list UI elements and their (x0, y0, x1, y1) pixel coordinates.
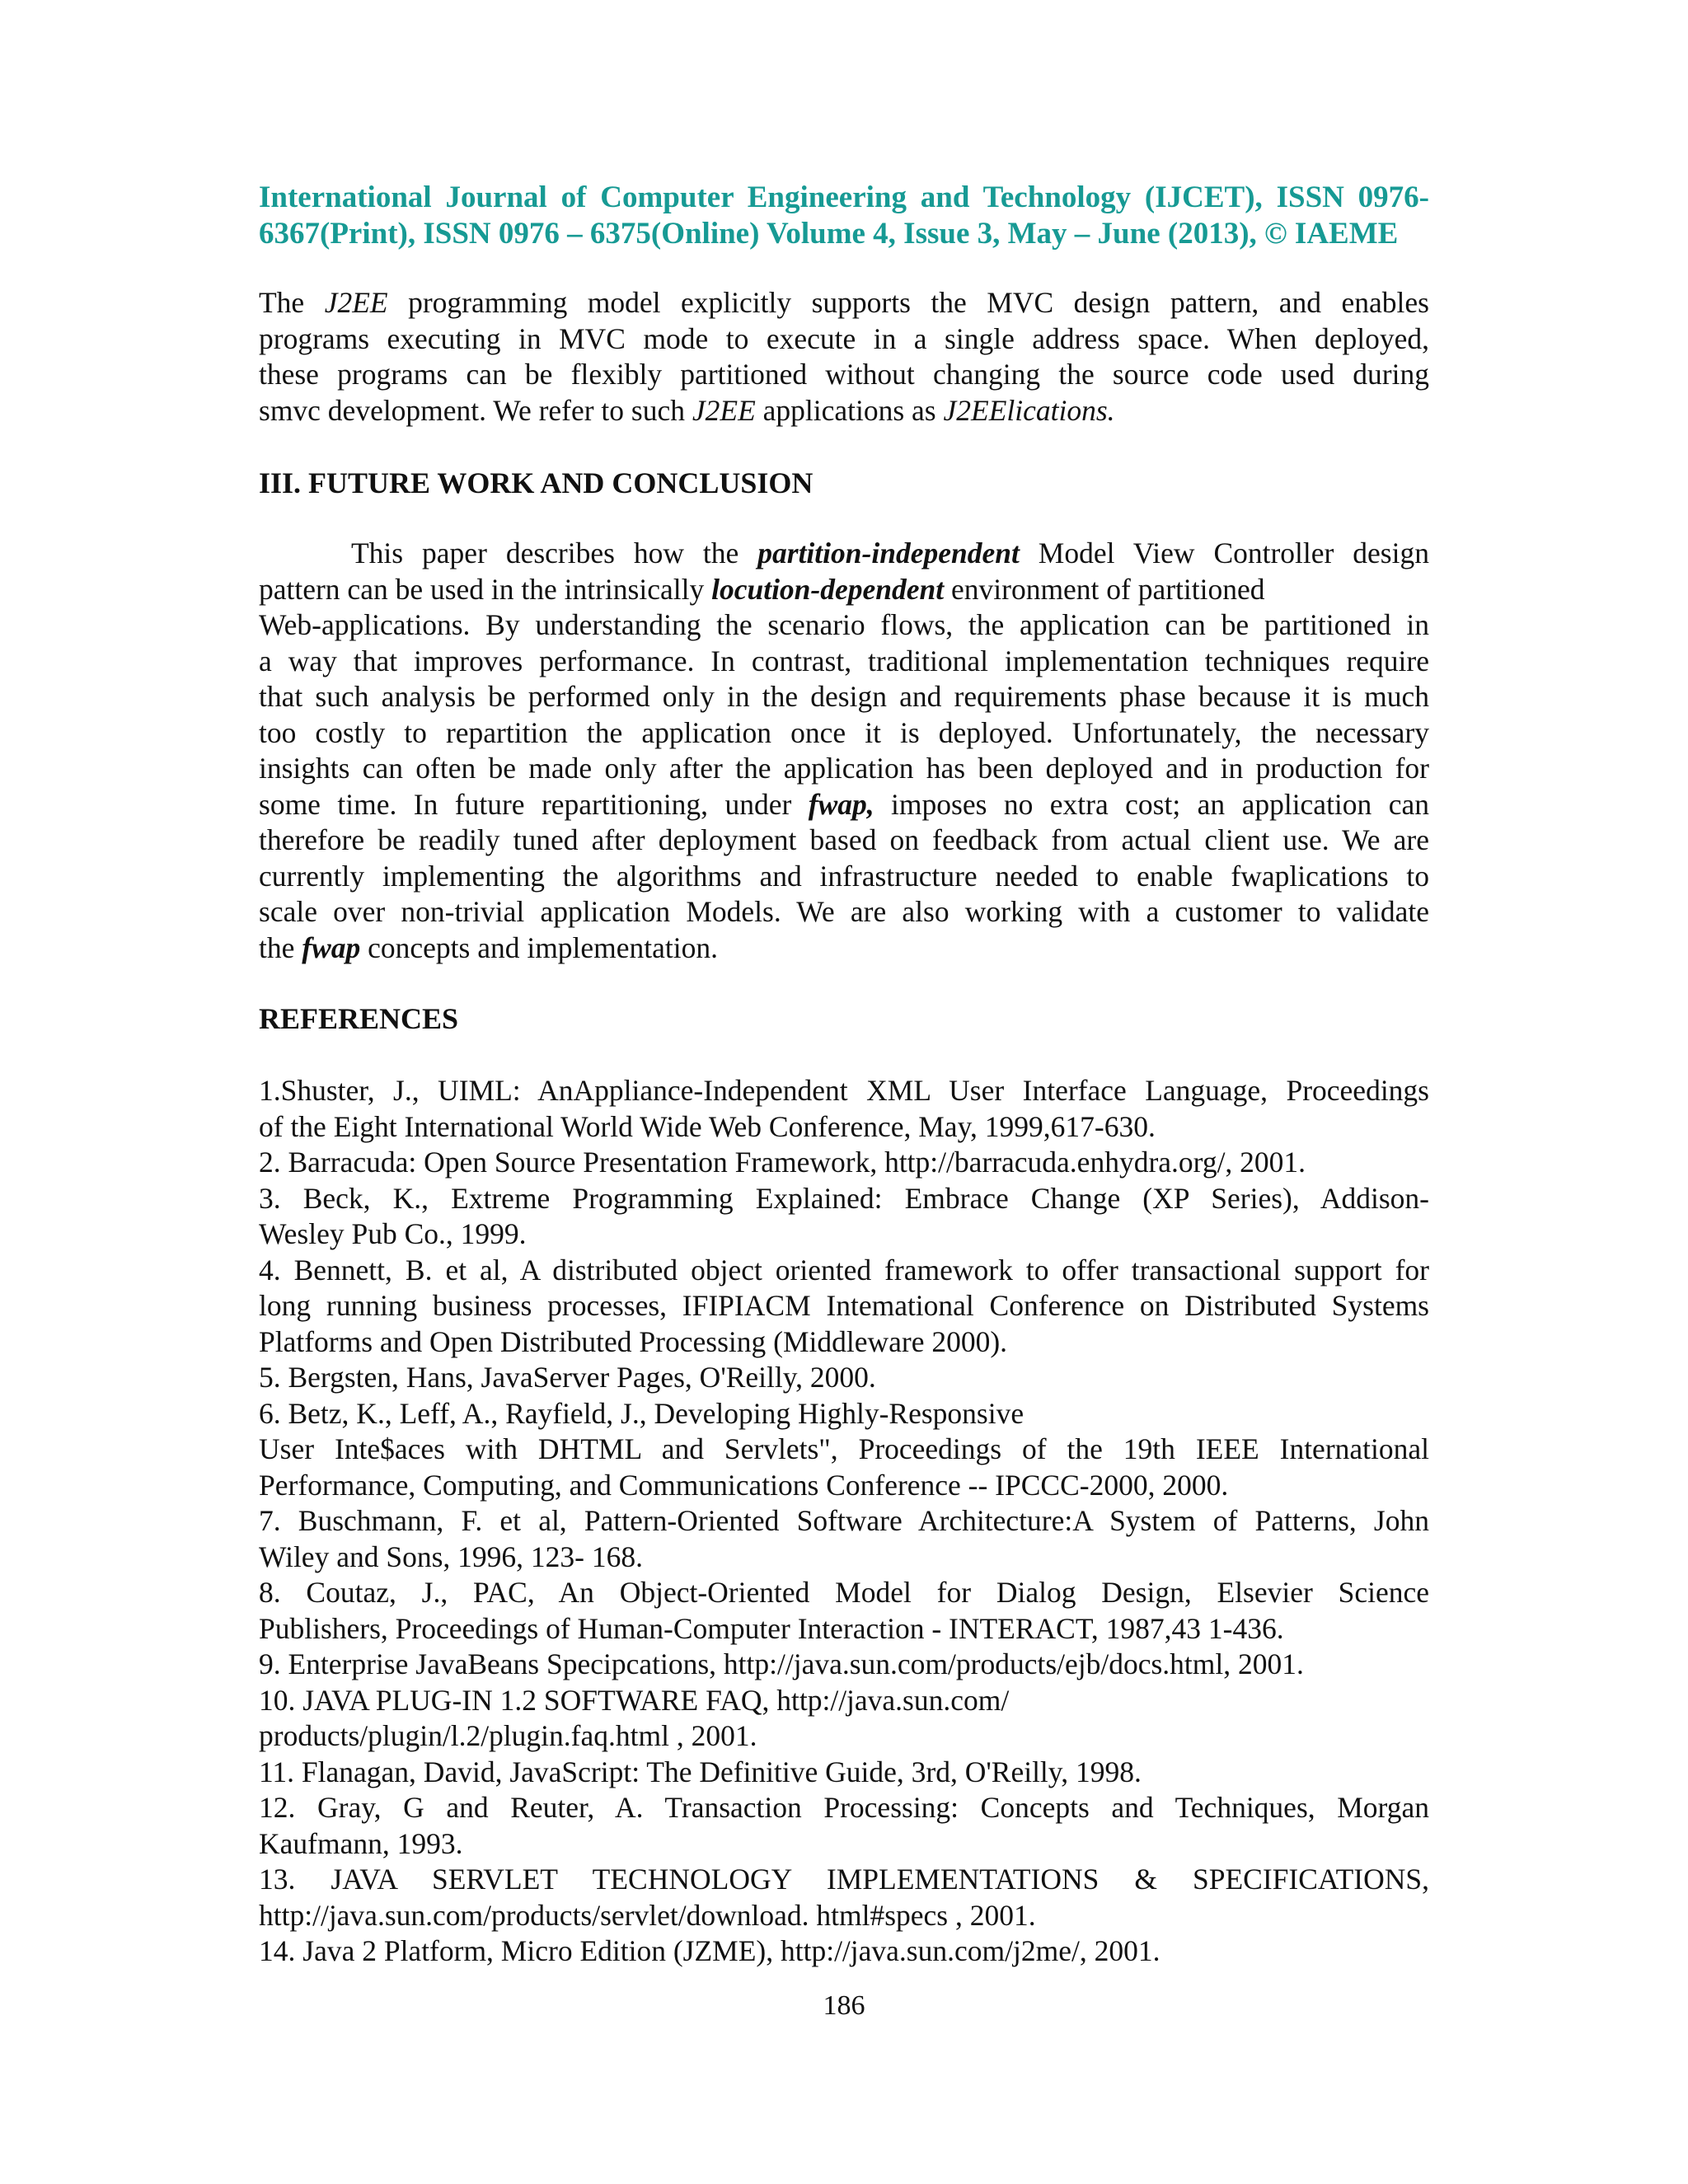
reference-item: 3. Beck, K., Extreme Programming Explained: Embrace Change (XP Series), Addison- (259, 1181, 1429, 1215)
reference-item: User Inte$aces with DHTML and Servlets", Proceedings of the 19th IEEE International (259, 1432, 1429, 1465)
journal-header (259, 180, 1429, 252)
reference-item: 11. Flanagan, David, JavaScript: The Definitive Guide, 3rd, O'Reilly, 1998. (259, 1755, 1142, 1788)
reference-item: 2. Barracuda: Open Source Presentation Framework, http://barracuda.enhydra.org/, 2001. (259, 1146, 1306, 1179)
reference-item: Performance, Computing, and Communications Conference -- IPCCC-2000, 2000. (259, 1468, 1229, 1502)
reference-item: 4. Bennett, B. et al, A distributed object oriented framework to offer transactional support for (259, 1253, 1429, 1286)
intro-line: these programs can be flexibly partitioned without changing the source code used during (259, 358, 1429, 391)
reference-item: 6. Betz, K., Leff, A., Rayfield, J., Developing Highly-Responsive (259, 1396, 1025, 1430)
conclusion-line: Web-applications. By understanding the scenario flows, the application can be partitioned in (259, 608, 1429, 641)
intro-line: programs executing in MVC mode to execute in a single address space. When deployed, (259, 321, 1429, 355)
reference-item: 7. Buschmann, F. et al, Pattern-Oriented Software Architecture:A System of Patterns, John (259, 1504, 1429, 1537)
conclusion-line: some time. In future repartitioning, under fwap, imposes no extra cost; an application can (259, 787, 1429, 821)
journal-header-line-2: 6367(Print), ISSN 0976 – 6375(Online) Volume 4, Issue 3, May – June (2013), © IAEME (259, 217, 1399, 251)
conclusion-paragraph (259, 536, 1429, 966)
intro-paragraph (259, 285, 1429, 429)
reference-item: 12. Gray, G and Reuter, A. Transaction Processing: Concepts and Techniques, Morgan (259, 1791, 1429, 1824)
page-number: 186 (823, 1990, 865, 2021)
section-heading-references: REFERENCES (259, 1002, 459, 1035)
reference-item: of the Eight International World Wide Web Conference, May, 1999,617-630. (259, 1109, 1156, 1143)
conclusion-line: the fwap concepts and implementation. (259, 930, 719, 964)
reference-list (259, 1073, 1429, 1970)
reference-item: 5. Bergsten, Hans, JavaServer Pages, O'Reilly, 2000. (259, 1361, 876, 1394)
conclusion-line: This paper describes how the partition-independent Model View Controller design (351, 537, 1429, 569)
conclusion-line: too costly to repartition the application once it is deployed. Unfortunately, the necessary (259, 715, 1429, 749)
reference-item: 14. Java 2 Platform, Micro Edition (JZME), http://java.sun.com/j2me/, 2001. (259, 1934, 1160, 1967)
reference-item: long running business processes, IFIPIACM Intemational Conference on Distributed Systems (259, 1289, 1429, 1322)
reference-item: Platforms and Open Distributed Processing (Middleware 2000). (259, 1324, 1008, 1358)
reference-item: Publishers, Proceedings of Human-Computer Interaction - INTERACT, 1987,43 1-436. (259, 1611, 1284, 1645)
reference-item: 13. JAVA SERVLET TECHNOLOGY IMPLEMENTATIONS & SPECIFICATIONS, (259, 1863, 1429, 1896)
conclusion-line: pattern can be used in the intrinsically locution-dependent environment of partitioned (259, 572, 1265, 606)
reference-item: 8. Coutaz, J., PAC, An Object-Oriented Model for Dialog Design, Elsevier Science (259, 1576, 1429, 1609)
section-heading-conclusion: III. FUTURE WORK AND CONCLUSION (259, 466, 814, 499)
conclusion-line: a way that improves performance. In contrast, traditional implementation techniques require (259, 644, 1429, 677)
reference-item: products/plugin/l.2/plugin.faq.html , 2001. (259, 1719, 757, 1752)
reference-item: 9. Enterprise JavaBeans Specipcations, http://java.sun.com/products/ejb/docs.html, 2001. (259, 1647, 1304, 1680)
reference-item: http://java.sun.com/products/servlet/download. html#specs , 2001. (259, 1898, 1036, 1932)
conclusion-line: scale over non-trivial application Models. We are also working with a customer to validate (259, 895, 1429, 928)
reference-item: 10. JAVA PLUG-IN 1.2 SOFTWARE FAQ, http://java.sun.com/ (259, 1683, 1010, 1717)
intro-line: The J2EE programming model explicitly supports the MVC design pattern, and enables (259, 286, 1429, 319)
intro-line: smvc development. We refer to such J2EE applications as J2EElications. (259, 393, 1115, 427)
reference-item: Wiley and Sons, 1996, 123- 168. (259, 1540, 643, 1573)
conclusion-line: currently implementing the algorithms and infrastructure needed to enable fwaplications to (259, 859, 1429, 893)
reference-item: 1.Shuster, J., UIML: AnAppliance-Independent XML User Interface Language, Proceedings (259, 1074, 1429, 1107)
reference-item: Kaufmann, 1993. (259, 1826, 463, 1860)
conclusion-line: that such analysis be performed only in the design and requirements phase because it is much (259, 680, 1429, 713)
reference-item: Wesley Pub Co., 1999. (259, 1217, 527, 1250)
conclusion-line: therefore be readily tuned after deployment based on feedback from actual client use. We are (259, 823, 1429, 856)
journal-header-line-1: International Journal of Computer Engineering and Technology (IJCET), ISSN 0976- (259, 180, 1429, 214)
conclusion-line: insights can often be made only after the application has been deployed and in production for (259, 752, 1429, 785)
